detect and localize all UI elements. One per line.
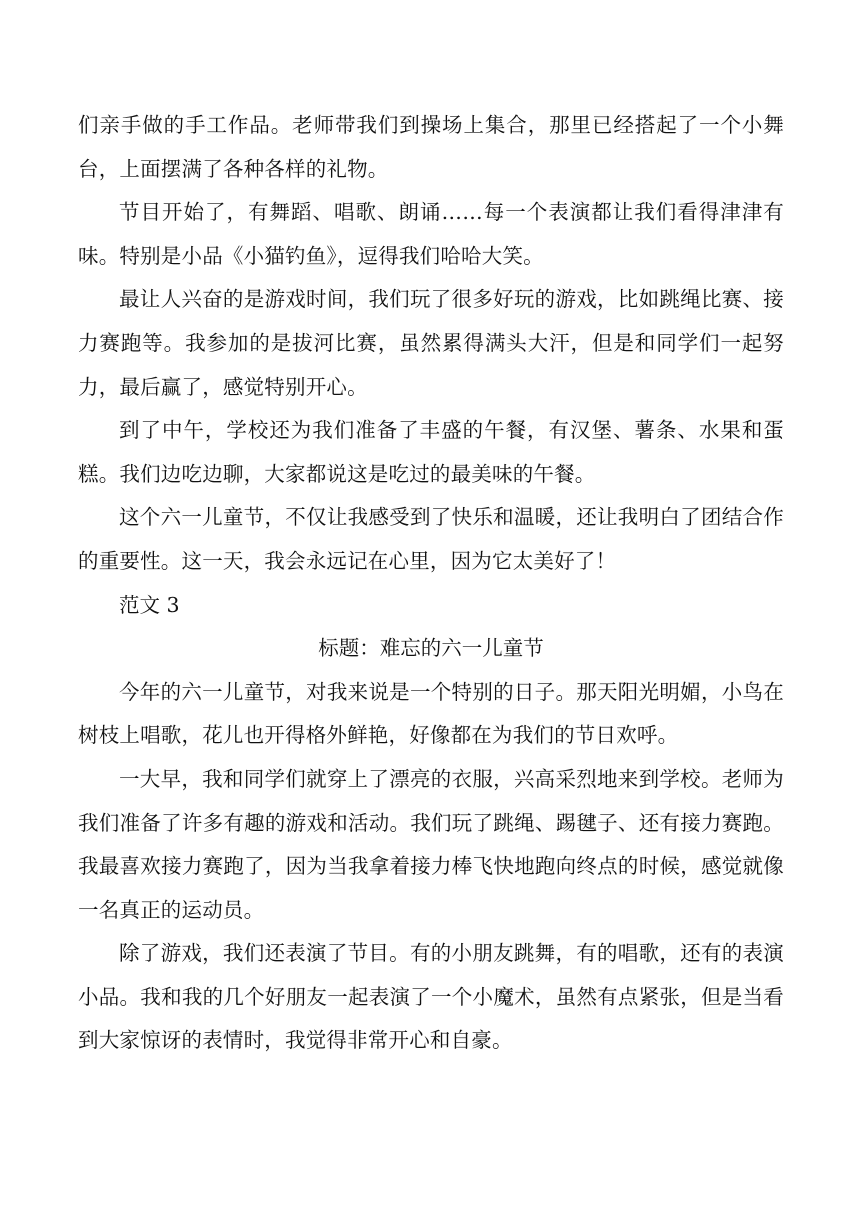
document-page <box>78 104 784 1063</box>
paragraph: 节目开始了，有舞蹈、唱歌、朗诵……每一个表演都让我们看得津津有味。特别是小品《小猫钓鱼》，逗得我们哈哈大笑。 <box>78 200 784 268</box>
paragraph: 今年的六一儿童节，对我来说是一个特别的日子。那天阳光明媚，小鸟在树枝上唱歌，花儿也开得格外鲜艳，好像都在为我们的节日欢呼。 <box>78 679 784 748</box>
paragraph: 们亲手做的手工作品。老师带我们到操场上集合，那里已经搭起了一个小舞台，上面摆满了各种各样的礼物。 <box>78 113 784 181</box>
paragraph: 这个六一儿童节，不仅让我感受到了快乐和温暖，还让我明白了团结合作的重要性。这一天，我会永远记在心里，因为它太美好了！ <box>78 505 784 573</box>
section-label: 范文 3 <box>119 592 180 617</box>
paragraph: 除了游戏，我们还表演了节目。有的小朋友跳舞，有的唱歌，还有的表演小品。我和我的几个好朋友一起表演了一个小魔术，虽然有点紧张，但是当看到大家惊讶的表情时，我觉得非常开心和自豪。 <box>78 941 784 1053</box>
paragraph: 一大早，我和同学们就穿上了漂亮的衣服，兴高采烈地来到学校。老师为我们准备了许多有趣的游戏和活动。我们玩了跳绳、踢毽子、还有接力赛跑。我最喜欢接力赛跑了，因为当我拿着接力棒飞快地跑向终点的时候，感觉就像一名真正的运动员。 <box>78 766 784 922</box>
paragraph: 到了中午，学校还为我们准备了丰盛的午餐，有汉堡、薯条、水果和蛋糕。我们边吃边聊，大家都说这是吃过的最美味的午餐。 <box>78 418 784 486</box>
paragraph: 最让人兴奋的是游戏时间，我们玩了很多好玩的游戏，比如跳绳比赛、接力赛跑等。我参加的是拔河比赛，虽然累得满头大汗，但是和同学们一起努力，最后赢了，感觉特别开心。 <box>78 287 784 399</box>
essay-title: 标题：难忘的六一儿童节 <box>318 636 544 661</box>
